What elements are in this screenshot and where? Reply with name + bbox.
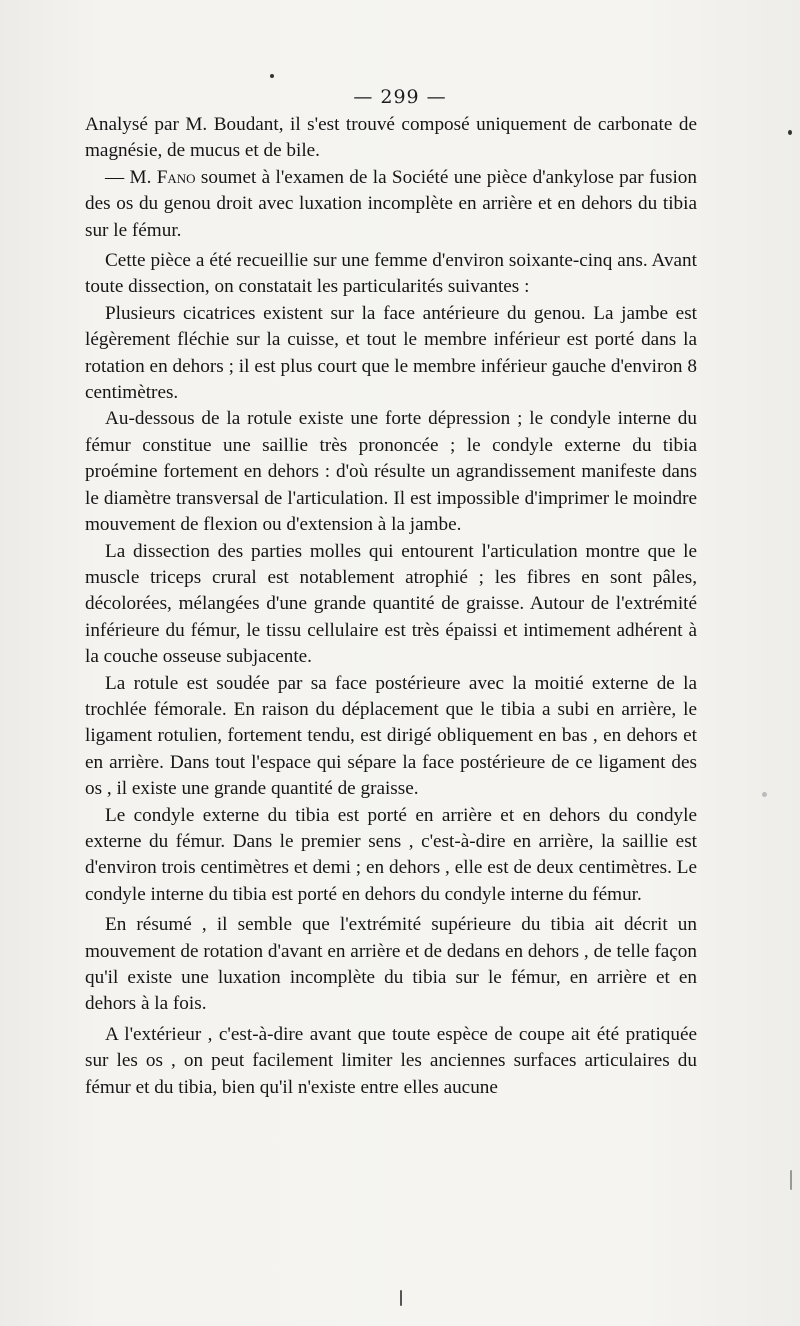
paragraph: Analysé par M. Boudant, il s'est trouvé composé uniquement de carbonate de magnésie, de mucus et de bile. (85, 114, 697, 162)
paragraph: La rotule est soudée par sa face postérieure avec la moitié externe de la trochlée fémorale. En raison du déplacement que le tibia a subi en arrière, le ligament rotulien, fortement tendu, est dirigé obliquement en bas , en dehors et en arrière. Dans tout l'espace qui sépare la face postérieure de ce ligament des os , il existe une grande quantité de graisse. (85, 672, 697, 800)
speaker-name: Fano (156, 166, 196, 188)
page-number: — 299 — (353, 86, 447, 108)
paragraph: Au-dessous de la rotule existe une forte dépression ; le condyle interne du fémur constitue une saillie très prononcée ; le condyle externe du tibia proémine fortement en dehors : d'où résulte un agrandissement manifeste dans le diamètre transversal de l'articulation. Il est impossible d'imprimer le moindre mouvement de flexion ou d'extension à la jambe. (85, 408, 697, 536)
paragraph: Le condyle externe du tibia est porté en arrière et en dehors du condyle externe du fémur. Dans le premier sens , c'est-à-dire en arrière, la saillie est d'environ trois centimètres et demi ; en dehors , elle est de deux centimètres. Le condyle interne du tibia est porté en dehors du condyle interne du fémur. (85, 804, 697, 905)
paragraph (85, 165, 697, 244)
paragraph: La dissection des parties molles qui entourent l'articulation montre que le muscle triceps crural est notablement atrophié ; les fibres en sont pâles, décolorées, mélangées d'une grande quantité de graisse. Autour de l'extrémité inférieure du fémur, le tissu cellulaire est très épaissi et intimement adhérent à la couche osseuse subjacente. (85, 540, 697, 668)
body-text (85, 112, 697, 1101)
paragraph: A l'extérieur , c'est-à-dire avant que toute espèce de coupe ait été pratiquée sur les os , on peut facilement limiter les anciennes surfaces articulaires du fémur et du tibia, bien qu'il n'existe entre elles aucune (85, 1023, 697, 1098)
paragraph: Plusieurs cicatrices existent sur la face antérieure du genou. La jambe est légèrement fléchie sur la cuisse, et tout le membre inférieur est porté dans la rotation en dehors ; il est plus court que le membre inférieur gauche d'environ 8 centimètres. (85, 302, 697, 404)
paragraph-text: soumet à l'examen de la Société une pièce d'ankylose par fusion des os du genou droit avec luxation incomplète en arrière et en dehors du tibia sur le fémur. (85, 166, 697, 241)
paragraph: En résumé , il semble que l'extrémité supérieure du tibia ait décrit un mouvement de rotation d'avant en arrière et de dedans en dehors , de telle façon qu'il existe une luxation incomplète du tibia sur le fémur, en arrière et en dehors à la fois. (85, 914, 697, 1015)
dash-prefix: — M. (105, 166, 157, 188)
paragraph: Cette pièce a été recueillie sur une femme d'environ soixante-cinq ans. Avant toute dissection, on constatait les particularités suivantes : (85, 250, 697, 298)
